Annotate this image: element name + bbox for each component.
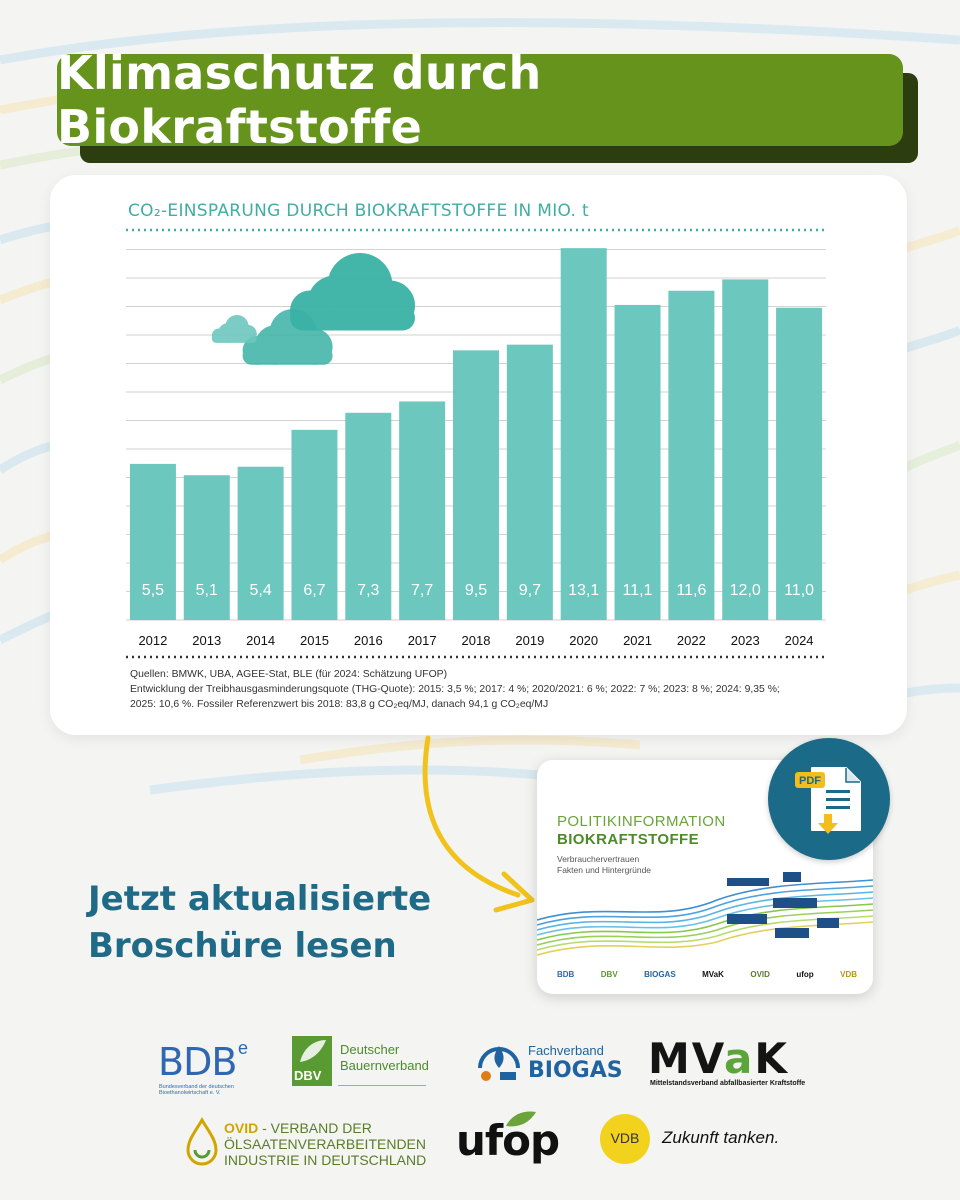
x-tick-label: 2016 [353, 633, 383, 648]
divider [338, 1085, 426, 1086]
ovid-line-3: INDUSTRIE IN DEUTSCHLAND [224, 1152, 427, 1168]
bar-value-label: 6,7 [303, 582, 326, 599]
x-tick-label: 2017 [407, 633, 437, 648]
ovid-line-1: - VERBAND DER [258, 1120, 372, 1136]
bar-value-label: 7,3 [357, 582, 380, 599]
cta-line-2: Broschüre lesen [88, 926, 397, 966]
ovid-drop-icon [182, 1116, 222, 1168]
biogas-emblem-icon [474, 1038, 524, 1088]
x-tick-label: 2020 [569, 633, 599, 648]
biogas-line-1: Fachverband [528, 1043, 604, 1058]
dbv-logo [292, 1036, 432, 1088]
mini-logo: OVID [750, 969, 770, 979]
x-tick-label: 2018 [461, 633, 491, 648]
pdf-file-icon [768, 738, 890, 860]
biogas-line-2: BIOGAS [528, 1058, 623, 1083]
chart-title: CO₂-EINSPARUNG DURCH BIOKRAFTSTOFFE IN MIO. t [128, 201, 589, 221]
brochure-illustration [537, 870, 873, 962]
vdb-badge [600, 1114, 650, 1164]
reference-line: 2025: 10,6 %. Fossiler Referenzwert bis 2018: 83,8 g CO₂eq/MJ, danach 94,1 g CO₂eq/MJ [130, 699, 549, 710]
ovid-text [224, 1120, 426, 1168]
vdb-name: VDB [610, 1130, 640, 1146]
vdb-tagline: Zukunft tanken. [662, 1128, 780, 1147]
bar-value-label: 12,0 [729, 582, 761, 599]
brochure-title-2: BIOKRAFTSTOFFE [557, 831, 699, 848]
x-tick-label: 2012 [138, 633, 168, 648]
mvak-part-1: MV [648, 1034, 725, 1083]
mini-logo: ufop [796, 969, 814, 979]
ufop-logo [456, 1112, 566, 1168]
bar-value-label: 13,1 [568, 582, 600, 599]
mini-logo: MVaK [702, 969, 724, 979]
mini-logo: BIOGAS [644, 969, 676, 979]
bar [776, 308, 822, 620]
chart-sources [130, 667, 860, 712]
cta-line-1: Jetzt aktualisierte [88, 879, 432, 919]
bar-value-label: 7,7 [411, 582, 434, 599]
bar-value-label: 5,1 [195, 582, 218, 599]
mvak-subtitle: Mittelstandsverband abfallbasierter Kraftstoffe [650, 1080, 806, 1087]
bar-value-label: 5,4 [249, 582, 272, 599]
bdb-name: BDB [158, 1040, 237, 1084]
sources-line: Quellen: BMWK, UBA, AGEE-Stat, BLE (für 2024: Schätzung UFOP) [130, 669, 448, 680]
bdb-subtitle: Bundesverband der deutschen Bioethanolwirtschaft e. V. [159, 1084, 234, 1096]
bar [453, 350, 499, 620]
ovid-bold: OVID [224, 1120, 259, 1136]
bar-value-label: 5,5 [141, 582, 165, 599]
mvak-part-2: a [724, 1034, 755, 1083]
bar-value-label: 9,5 [464, 582, 488, 599]
brochure-subtitle-2: Fakten und Hintergründe [557, 865, 652, 875]
dbv-line-2: Bauernverband [340, 1058, 429, 1073]
dbv-line-1: Deutscher [340, 1042, 400, 1057]
biogas-logo [474, 1038, 623, 1088]
x-tick-label: 2023 [730, 633, 760, 648]
bar-value-label: 11,6 [676, 582, 707, 599]
mini-logo: BDB [557, 969, 575, 979]
bar-value-label: 9,7 [518, 582, 541, 599]
cloud-icon [212, 315, 257, 343]
bar-value-label: 11,0 [784, 582, 815, 599]
mvak-logo [648, 1034, 804, 1090]
dbv-leaf-icon [292, 1036, 332, 1066]
x-tick-label: 2024 [784, 633, 814, 648]
brochure-subtitle-1: Verbrauchervertrauen [557, 854, 640, 864]
x-tick-label: 2019 [515, 633, 545, 648]
mini-logo: DBV [600, 969, 618, 979]
dbv-abbr: DBV [294, 1068, 322, 1083]
page-title: Klimaschutz durch Biokraftstoffe [57, 46, 542, 154]
pdf-download-button[interactable] [768, 738, 890, 860]
ufop-name: ufop [456, 1116, 560, 1165]
vdb-logo [600, 1114, 790, 1166]
chart-card [50, 175, 907, 735]
dbv-mark [292, 1036, 332, 1086]
mvak-part-3: K [754, 1034, 789, 1083]
x-tick-label: 2021 [623, 633, 652, 648]
bar [668, 291, 714, 620]
bdb-logo [158, 1038, 258, 1094]
bar-chart [50, 175, 907, 735]
title-banner [57, 46, 903, 154]
bar-value-label: 11,1 [622, 582, 653, 599]
ovid-logo [182, 1116, 427, 1170]
brochure-partner-logos [557, 965, 857, 983]
pdf-label: PDF [799, 775, 821, 787]
cta-text[interactable] [88, 876, 431, 970]
x-tick-label: 2013 [192, 633, 222, 648]
x-tick-label: 2014 [246, 633, 276, 648]
mvak-wordmark [648, 1034, 789, 1083]
x-tick-label: 2015 [300, 633, 329, 648]
thg-quota-line: Entwicklung der Treibhausgasminderungsquote (THG-Quote): 2015: 3,5 %; 2017: 4 %; 2020/2021: 6 %; 2022: 7 %; 2023: 8 %; 2024: 9,35 %; [130, 684, 780, 695]
bar [507, 345, 553, 620]
ovid-line-2: ÖLSAATENVERARBEITENDEN [224, 1136, 427, 1152]
bar [615, 305, 661, 620]
x-tick-label: 2022 [676, 633, 706, 648]
bar [722, 279, 768, 620]
mini-logo: VDB [840, 969, 857, 979]
bar [561, 248, 607, 620]
bdb-sup: e [238, 1038, 249, 1058]
brochure-title-1: POLITIKINFORMATION [557, 813, 726, 830]
